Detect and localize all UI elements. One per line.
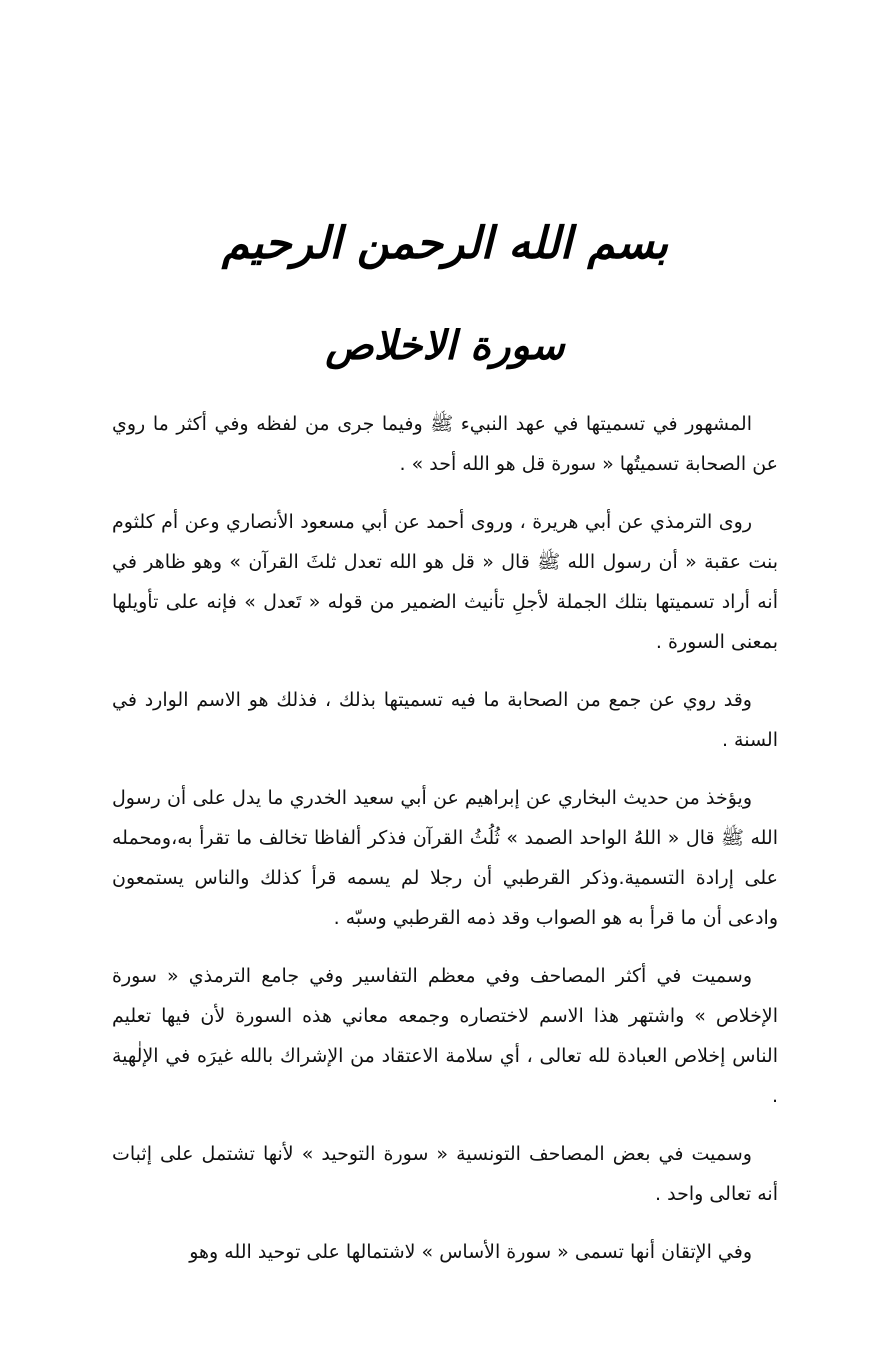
paragraph: وفي الإتقان أنها تسمى « سورة الأساس » لاشتمالها على توحيد الله وهو [189, 1241, 752, 1263]
paragraph: ويؤخذ من حديث البخاري عن إبراهيم عن أبي سعيد الخدري ما يدل على أن رسول الله ﷺ قال « اللهُ الواحد الصمد » ثُلُثُ القرآن فذكر ألفاظا تخالف ما تقرأ به،ومحمله على إرادة التسمية.وذكر القرطبي أن رجلا لم يسمه قرأ كذلك والناس يستمعون وادعى أن ما قرأ به هو الصواب وقد ذمه القرطبي وسبّه . [112, 787, 778, 929]
paragraph: روى الترمذي عن أبي هريرة ، وروى أحمد عن أبي مسعود الأنصاري وعن أم كلثوم بنت عقبة « أن رسول الله ﷺ قال « قل هو الله تعدل ثلثَ القرآن » وهو ظاهر في أنه أراد تسميتها بتلك الجملة لأجلِ تأنيث الضمير من قوله « تَعدل » فإنه على تأويلها بمعنى السورة . [112, 511, 778, 653]
surah-title: سورة الاخلاص [325, 322, 565, 369]
paragraph: وسميت في بعض المصاحف التونسية « سورة التوحيد » لأنها تشتمل على إثبات أنه تعالى واحد . [112, 1143, 778, 1205]
basmala-heading: بسم الله الرحمن الرحيم [221, 218, 669, 269]
body-text [112, 404, 778, 1290]
paragraph: وسميت في أكثر المصاحف وفي معظم التفاسير وفي جامع الترمذي « سورة الإخلاص » واشتهر هذا الاسم لاختصاره وجمعه معاني هذه السورة لأن فيها تعليم الناس إخلاص العبادة لله تعالى ، أي سلامة الاعتقاد من الإشراك بالله غيرَه في الإلٰهية . [112, 965, 778, 1107]
paragraph: المشهور في تسميتها في عهد النبيء ﷺ وفيما جرى من لفظه وفي أكثر ما روي عن الصحابة تسميتُها « سورة قل هو الله أحد » . [112, 413, 778, 475]
paragraph: وقد روي عن جمع من الصحابة ما فيه تسميتها بذلك ، فذلك هو الاسم الوارد في السنة . [112, 689, 778, 751]
